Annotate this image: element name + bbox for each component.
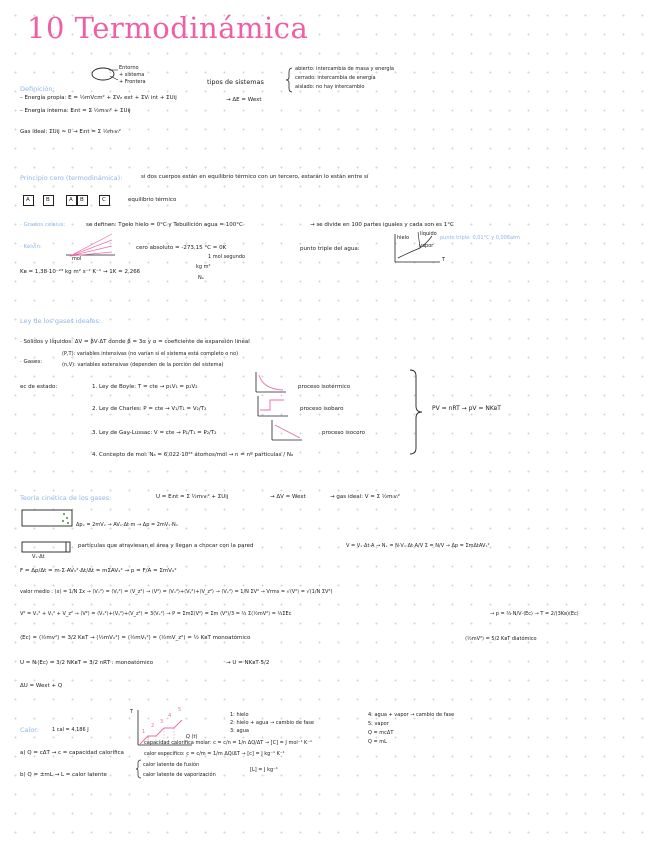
cerrado-item: cerrado: intercambia de energía <box>295 75 376 81</box>
calor-label: Calor: <box>20 726 40 734</box>
kelvin-mol: mol <box>72 256 82 262</box>
particulas-formula: V = Vₓ·Δt·A → Nₓ = N·Vₓ·Δt·A/V Σ = N/V → Δp = ΣmΔtAVₓ² <box>346 543 490 549</box>
kb-frac-top: kg m² <box>196 264 211 270</box>
celsius-def: se definen: Tgelo hielo = 0°C y Tebullición agua = 100°C <box>86 222 243 228</box>
momentum-change: Δpₓ = 2mVₓ → AVₓ·Δt·m → Δp = 2mVₓ·Nₓ <box>76 522 178 528</box>
hielo-label: hielo <box>397 235 410 241</box>
particulas-text: partículas que atraviesan el área y llegan a chocar con la pared <box>78 543 254 549</box>
tube-box <box>22 542 70 552</box>
vapor-label: vapor <box>419 243 434 249</box>
kb-frac-bot: Nₐ <box>198 275 204 281</box>
triple-t-axis: T <box>442 257 446 263</box>
fase-3-agua: 3: agua <box>230 728 249 734</box>
fase-4-agua-vapor: 4: agua + vapor → cambio de fase <box>368 712 455 718</box>
ley-charles-proceso: proceso isobaro <box>300 406 344 412</box>
eint-gas-ideal: → gas ideal: V = Σ ½mᵢvᵢ² <box>330 494 400 500</box>
latente-fusion: calor latente de fusión <box>143 762 200 768</box>
ley-charles: 2. Ley de Charles: P = cte → V₁/T₁ = V₂/T₂ <box>92 406 207 412</box>
ley-gay-lussac: 3. Ley de Gay-Lussac: V = cte → P₁/T₁ = P₂/T₂ <box>92 430 217 436</box>
gas-ideal: Gas ideal: ΣUij ≈ 0 → Eᵢnt = Σ ½mᵢvᵢ² <box>20 129 121 135</box>
gas-box <box>22 510 72 526</box>
ley-gay-proceso: proceso isocoro <box>322 430 366 436</box>
q-capacidad: a) Q = cΔT → c = capacidad calorífica <box>20 750 124 756</box>
eint-formula: U = Eᵢnt = Σ ½mᵢvᵢ² + ΣUij <box>156 494 229 500</box>
heating-q-axis: Q (t) <box>186 734 198 740</box>
phase-1: 1 <box>142 729 146 735</box>
dilatacion: · Sólidos y líquidos: ΔV = βV·ΔT donde β = 3α y α = coeficiente de expansión lineal <box>20 339 250 345</box>
celsius-div: → se divide en 100 partes iguales y cada son es 1°C <box>310 222 454 228</box>
triple-point-value: punto triple: 0,01°C y 0,006atm <box>440 235 520 241</box>
latent-brace <box>136 760 141 778</box>
heating-t-axis: T <box>130 709 134 715</box>
box-a1: A <box>23 195 34 206</box>
v-cuadrado: V² = Vₓ² + Vᵧ² + V_z² → ⟨V²⟩ = ⟨Vₓ²⟩+⟨Vᵧ²⟩+⟨V_z²⟩ = 3⟨Vₓ²⟩ → P = ΣmΣ⟨V²⟩ = Σm ⟨V²⟩/3 = ⅔ Σ⟨½mV²⟩ = ⅔ΣEc <box>20 611 292 617</box>
tube-label: Vₓ·Δt <box>32 554 45 560</box>
liquido-label: líquido <box>420 231 437 237</box>
energia-cinetica-media: ⟨Ec⟩ = ⟨½mv²⟩ = 3/2 KʙT → ⟨½mVₓ²⟩ = ⟨½mVᵧ²⟩ = ⟨½mV_z²⟩ = ½ KʙT monoatómico <box>20 635 251 641</box>
mol-segundo: 1 mol segundo <box>208 254 246 260</box>
aislado-item: aislado: no hay intercambio <box>295 84 365 90</box>
q-mc-dt: Q = mcΔT <box>368 730 394 736</box>
gases-label: Ley de los gases ideales: <box>20 317 102 325</box>
box-c: C <box>99 195 110 206</box>
definicion-label: Definición: <box>20 85 55 93</box>
fase-2-hielo-agua: 2: hielo + agua → cambio de fase <box>230 720 314 726</box>
kb-constant: Kʙ = 1,38·10⁻²³ kg m² s⁻² K⁻¹ → 1K = 2,266 <box>20 269 141 275</box>
ec-estado-label: ec de estado: <box>20 384 58 390</box>
box-b1: B <box>43 195 54 206</box>
extensivas: (n,V): variables extensivas (dependen de la porción del sistema) <box>62 362 224 368</box>
u-diatomico: → U = NKʙT·5/2 <box>226 660 270 666</box>
eint-dv: → ΔV = Wext <box>270 494 306 500</box>
ec-estado-brace <box>410 370 422 454</box>
box-b2: B <box>77 195 88 206</box>
caloria-def: 1 cal = 4,186 J <box>52 727 89 733</box>
gases-sub: · Gases: <box>20 359 43 365</box>
fase-5-vapor: 5: vapor <box>368 721 389 727</box>
gay-graph <box>272 420 302 440</box>
charles-graph <box>258 396 288 416</box>
frontera-label: + Frontera <box>119 79 146 85</box>
primer-principio: ΔU = Wext + Q <box>20 683 63 689</box>
equilibrio-label: equilibrio térmico <box>128 197 177 203</box>
diatomico: ⟨½mV²⟩ = 5/2 KʙT diatómico <box>465 636 537 642</box>
kelvin-diagram <box>66 234 115 256</box>
sistema-label: + sistema <box>119 72 145 78</box>
q-latente: b) Q = ±mL → L = calor latente <box>20 772 107 778</box>
concepto-mol: 4. Concepto de mol: Nₐ = 6,022·10²³ átomos/mol → n = nº partículas / Nₐ <box>92 452 294 458</box>
celsius-label: · Grados celsius: <box>20 222 66 228</box>
fase-1-hielo: 1: hielo <box>230 712 249 718</box>
q-ml: Q = mL <box>368 739 387 745</box>
valor-medio: valor medio : ⟨x⟩ = 1/N Σx → ⟨Vₓ²⟩ = ⟨Vᵧ²⟩ = ⟨V_z²⟩ → ⟨V²⟩ = ⟨Vₓ²⟩+⟨Vᵧ²⟩+⟨V_z²⟩ → ⟨Vₓ²⟩ = 1/N ΣV² → Vrms = √⟨V²⟩ = √(1/N ΣV²) <box>20 589 333 595</box>
phase-2: 2 <box>151 723 155 729</box>
calor-especifico: calor específico: c = c/m = 1/m ΔQ/ΔT → [c] = J kg⁻¹ K⁻¹ <box>144 751 285 757</box>
page-title: 10 Termodinámica <box>27 11 309 45</box>
ley-boyle: 1. Ley de Boyle: T = cte → p₁V₁ = p₂V₂ <box>92 384 198 390</box>
sistemas-brace <box>286 68 292 92</box>
energia-propia: – Energía propia: E = ½mVcm² + ΣVₑ ext + ΣVᵢ int + ΣUij <box>20 95 177 101</box>
boyle-graph <box>256 372 286 392</box>
phase-5: 5 <box>178 707 182 713</box>
capacidad-molar: capacidad calorífica molar: c = c/n = 1/n ΔQ/ΔT → [C] = J mol⁻¹ K⁻¹ <box>144 740 312 746</box>
cero-text: si dos cuerpos están en equilibrio térmico con un tercero, estarán lo están entre sí <box>141 174 369 180</box>
fuerza-presion: F = Δp/Δt = m·Σ·AVₓ²·Δt/Δt = mΣAVₓ² → p = F/A = ΣmVₓ² <box>20 568 177 574</box>
tipos-label: tipos de sistemas <box>207 78 264 86</box>
energia-interna: – Energía interna: Eᵢnt = Σ ½mᵢvᵢ² + ΣUij <box>20 108 131 114</box>
cero-label: Principio cero (termodinámica): <box>20 174 123 182</box>
entorno-label: Entorno <box>119 65 139 71</box>
cinetica-label: Teoría cinética de los gases: <box>20 494 112 502</box>
pv-nrt: PV = nRT → pV = NKʙT <box>432 405 501 412</box>
punto-triple-label: punto triple del agua: <box>300 246 360 252</box>
cero-absoluto: cero absoluto = -273,15 °C = 0K <box>136 245 227 251</box>
abierto-item: abierto: intercambia de masa y energía <box>295 66 394 72</box>
latente-unidad: [L] = J kg⁻¹ <box>250 767 278 773</box>
latente-vaporizacion: calor latente de vaporización <box>143 772 216 778</box>
box-a2: A <box>66 195 77 206</box>
phase-4: 4 <box>168 713 172 719</box>
phase-3: 3 <box>160 719 164 725</box>
ley-boyle-proceso: proceso isotérmico <box>298 384 351 390</box>
intensivas: (P,T): variables intensivas (no varían si el sistema está completo o no) <box>62 351 239 357</box>
delta-e: → ΔE = Wext <box>226 97 262 103</box>
u-monoatomico: U = Nᵢ⟨Ec⟩ = 3/2 NKʙT = 3/2 nRT : monoatómico <box>20 660 154 666</box>
v-cuadrado-b: → p = ⅔·N/V·⟨Ec⟩ → T = 2/(3Kʙ)⟨Ec⟩ <box>490 611 579 617</box>
kelvin-label: · Kelvin: <box>20 244 42 250</box>
